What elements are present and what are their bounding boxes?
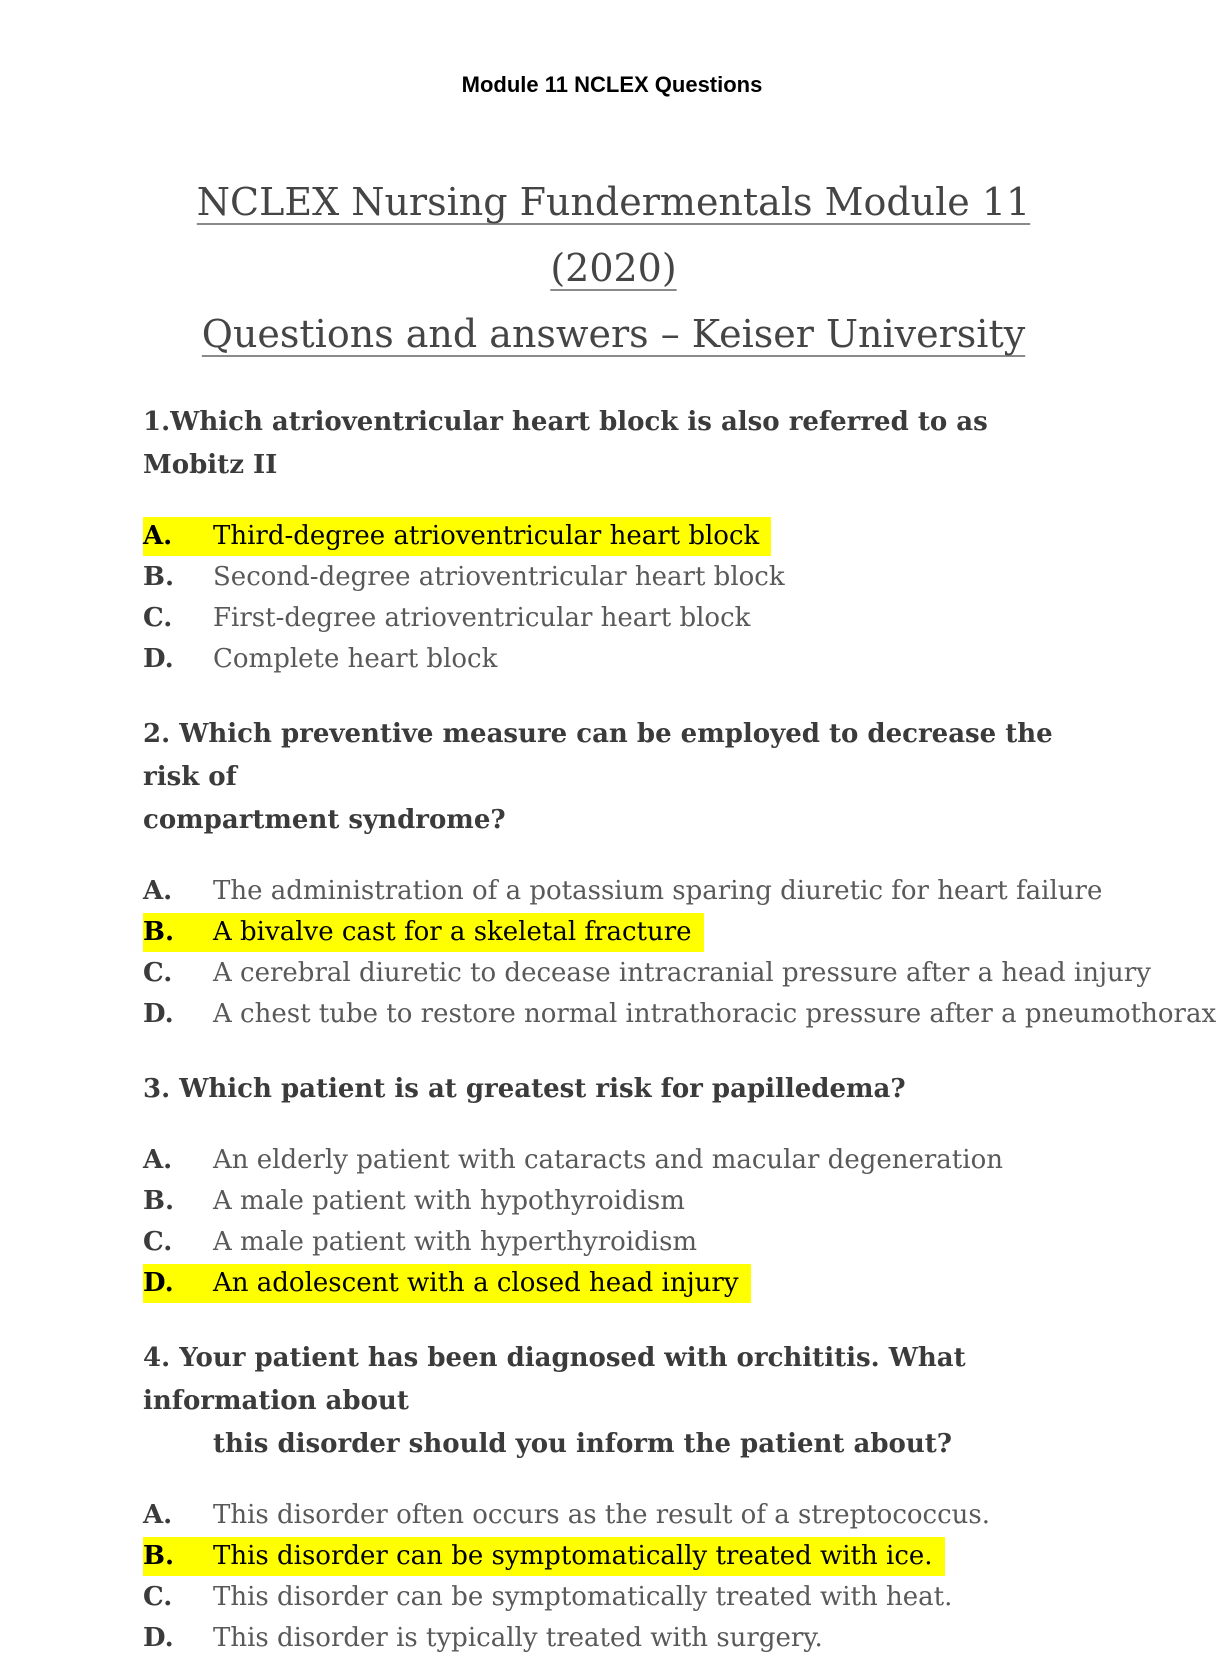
option-row — [143, 995, 1217, 1034]
question-1 — [143, 401, 1084, 679]
option-1a — [143, 517, 771, 556]
option-row — [143, 599, 1084, 638]
option-row — [143, 1537, 1084, 1576]
option-letter: A. — [143, 1500, 173, 1530]
option-3c — [143, 1223, 709, 1262]
option-letter: C. — [143, 958, 173, 988]
option-text: An adolescent with a closed head injury — [213, 1268, 739, 1298]
option-3d — [143, 1264, 751, 1303]
option-letter: A. — [143, 876, 173, 906]
option-text: An elderly patient with cataracts and macular degeneration — [213, 1145, 1003, 1175]
option-letter: A. — [143, 1145, 173, 1175]
running-header: Module 11 NCLEX Questions — [461, 72, 763, 97]
option-text: This disorder can be symptomatically treated with heat. — [213, 1582, 953, 1612]
option-row — [143, 1496, 1084, 1535]
option-3a — [143, 1141, 1015, 1180]
question-2-title-line-2: compartment syndrome? — [143, 805, 506, 835]
option-text: First-degree atrioventricular heart block — [213, 603, 751, 633]
option-text: The administration of a potassium sparing diuretic for heart failure — [213, 876, 1103, 906]
question-2-title — [143, 713, 1084, 842]
option-letter: B. — [143, 1186, 175, 1216]
question-4-title — [143, 1337, 1084, 1466]
option-letter: D. — [143, 999, 174, 1029]
option-letter: B. — [143, 562, 175, 592]
option-1b — [143, 558, 797, 597]
option-text: A male patient with hypothyroidism — [213, 1186, 685, 1216]
option-2b — [143, 913, 704, 952]
question-2 — [143, 713, 1217, 1034]
question-4-options — [143, 1496, 1084, 1658]
option-text: This disorder can be symptomatically treated with ice. — [213, 1541, 933, 1571]
question-2-options — [143, 872, 1217, 1034]
option-row — [143, 1578, 1084, 1617]
question-4-title-line-2: this disorder should you inform the patient about? — [213, 1429, 952, 1459]
option-row — [143, 913, 1084, 952]
option-row — [143, 1264, 1084, 1303]
option-4c — [143, 1578, 964, 1617]
option-letter: D. — [143, 1623, 174, 1653]
option-4b — [143, 1537, 945, 1576]
document-title — [143, 169, 1084, 367]
option-text: Complete heart block — [213, 644, 498, 674]
option-letter: D. — [143, 644, 174, 674]
document-title-line-1: NCLEX Nursing Fundermentals Module 11 (2020) — [196, 180, 1031, 290]
option-row — [143, 640, 1084, 679]
option-letter: D. — [143, 1268, 174, 1298]
option-text: Third-degree atrioventricular heart block — [213, 521, 760, 551]
question-2-title-line-1: 2. Which preventive measure can be employed to decrease the risk of — [143, 719, 1053, 792]
question-1-title — [143, 401, 1084, 487]
option-4d — [143, 1619, 835, 1658]
option-letter: B. — [143, 917, 175, 947]
option-2d — [143, 995, 1228, 1034]
option-text: This disorder often occurs as the result of a streptococcus. — [213, 1500, 991, 1530]
document-title-line-2: Questions and answers – Keiser University — [201, 312, 1026, 356]
option-row — [143, 1619, 1084, 1658]
option-4a — [143, 1496, 1002, 1535]
option-row — [143, 1182, 1084, 1221]
question-4 — [143, 1337, 1084, 1658]
option-row — [143, 1223, 1084, 1262]
option-letter: C. — [143, 603, 173, 633]
question-1-title-line: 1.Which atrioventricular heart block is also referred to as Mobitz II — [143, 407, 988, 480]
option-letter: B. — [143, 1541, 175, 1571]
option-text: This disorder is typically treated with surgery. — [213, 1623, 823, 1653]
option-2c — [143, 954, 1163, 993]
option-letter: A. — [143, 521, 173, 551]
question-3-title-line: 3. Which patient is at greatest risk for papilledema? — [143, 1074, 906, 1104]
option-2a — [143, 872, 1114, 911]
question-3 — [143, 1068, 1084, 1303]
option-text: Second-degree atrioventricular heart block — [213, 562, 785, 592]
option-row — [143, 954, 1151, 993]
question-3-title — [143, 1068, 1084, 1111]
option-letter: C. — [143, 1227, 173, 1257]
option-1c — [143, 599, 762, 638]
option-text: A male patient with hyperthyroidism — [213, 1227, 698, 1257]
option-row — [143, 517, 1084, 556]
question-1-options — [143, 517, 1084, 679]
question-3-options — [143, 1141, 1084, 1303]
option-row — [143, 872, 1103, 911]
option-text: A cerebral diuretic to decease intracranial pressure after a head injury — [213, 958, 1151, 988]
option-3b — [143, 1182, 697, 1221]
option-letter: C. — [143, 1582, 173, 1612]
option-text: A chest tube to restore normal intrathoracic pressure after a pneumothorax — [213, 999, 1217, 1029]
option-row — [143, 558, 1084, 597]
question-4-title-line-1: 4. Your patient has been diagnosed with orchititis. What information about — [143, 1343, 966, 1416]
option-text: A bivalve cast for a skeletal fracture — [213, 917, 692, 947]
option-1d — [143, 640, 509, 679]
option-row — [143, 1141, 1084, 1180]
